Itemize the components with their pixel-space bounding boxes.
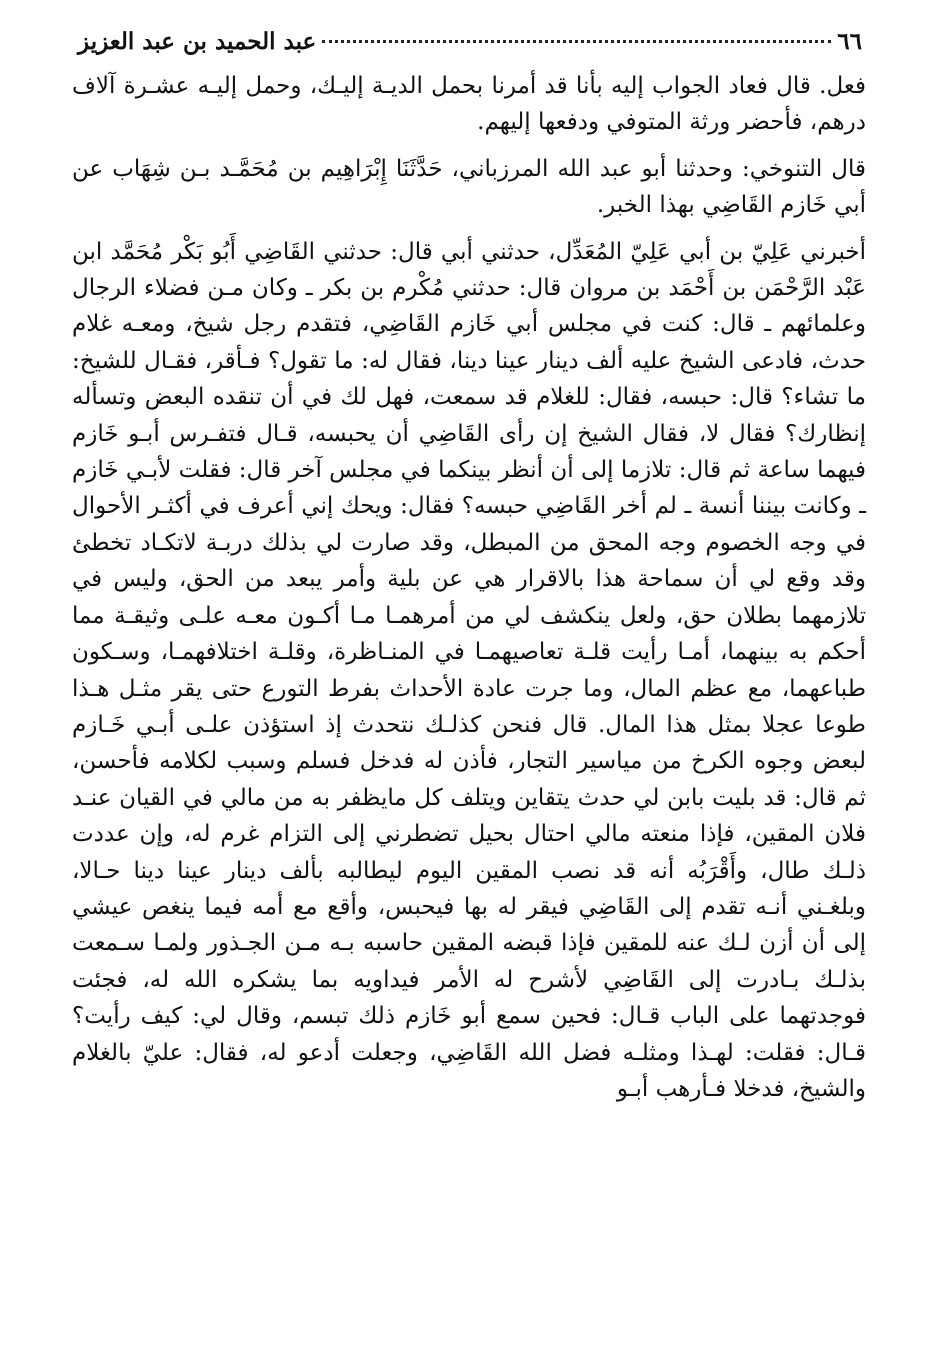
paragraph-1: فعل. قال فعاد الجواب إليه بأنا قد أمرنا بحمل الديـة إليـك، وحمل إليـه عشـرة آلاف درهم، فأحضر ورثة المتوفي ودفعها إليهم. (72, 73, 866, 136)
page-header (78, 28, 862, 60)
paragraph-2: قال التنوخي: وحدثنا أبو عبد الله المرزباني، حَدَّثَنَا إِبْرَاهِيم بن مُحَمَّـد بـن شِهَاب عن أبي خَازم القَاضِي بهذا الخبر. (72, 155, 867, 219)
page-body (72, 68, 866, 1107)
running-title: عبد الحميد بن عبد العزيز (78, 28, 317, 55)
page-number: ٦٦ (837, 28, 862, 55)
paragraph-3: أخبرني عَلِيّ بن أبي عَلِيّ المُعَدِّل، حدثني أبي قال: حدثني القَاضِي أَبُو بَكْر مُحَمَّد ابن عَبْد الرَّحْمَن بن أَحْمَد بن مروان قال: حدثني مُكْرم بن بكر ـ وكان مـن فضلاء الرجال وعلمائهم ـ قال: كنت في مجلس أبي خَازم القَاضِي، فتقدم رجل شيخ، ومعـه غلام حدث، فادعى الشيخ عليه ألف دينار عينا دينا، فقال له: ما تقول؟ فـأقر، فقـال للشيخ: ما تشاء؟ قال: حبسه، فقال: للغلام قد سمعت، فهل لك في أن تنقده البعض وتسأله إنظارك؟ فقال لا، فقال الشيخ إن رأى القَاضِي أن يحبسه، قـال فتفـرس أبـو خَازم فيهما ساعة ثم قال: تلازما إلى أن أنظر بينكما في مجلس آخر قال: فقلت لأبـي خَازم ـ وكانت بيننا أنسة ـ لم أخر القَاضِي حبسه؟ فقال: ويحك إني أعرف في أكثـر الأحوال في وجه الخصوم وجه المحق من المبطل، وقد صارت لي بذلك دربـة لاتكـاد تخطئ وقد وقع لي أن سماحة هذا بالاقرار هي عن بلية وأمر يبعد من الحق، وليس في تلازمهما بطلان حق، ولعل ينكشف لي من أمرهمـا مـا أكـون معـه علـى وثيقـة مما أحكم به بينهما، أمـا رأيت قلـة تعاصيهمـا في المنـاظرة، وقلـة اختلافهمـا، وسـكون طباعهما، مع عظم المال، وما جرت عادة الأحداث بفرط التورع حتى يقر مثـل هـذا طوعا عجلا بمثل هذا المال. قال فنحن كذلـك نتحدث إذ استؤذن علـى أبـي خَـازم لبعض وجوه الكرخ من مياسير التجار، فأذن له فدخل فسلم وسبب لكلامه فأحسن، ثم قال: قد بليت بابن لي حدث يتقاين ويتلف كل مايظفر به من مالي في القيان عنـد فلان المقين، فإذا منعته مالي احتال بحيل تضطرني إلى التزام غرم له، وإن عددت ذلـك طال، وأَقْرَبُه أنه قد نصب المقين اليوم ليطالبه بألف دينار عينا دينا حـالا، وبلغـني أنـه تقدم إلى القَاضِي فيقر له بها فيحبس، وأقع مع أمه فيما ينغص عيشي إلى أن أزن لـك عنه للمقين فإذا قبضه المقين حاسبه بـه مـن الجـذور ولمـا سـمعت بذلـك بـادرت إلى القَاضِي لأشرح له الأمر فيداويه بما يشكره الله له، فجئت فوجدتهما على الباب قـال: فحين سمع أبو خَازم ذلك تبسم، وقال لي: كيف رأيت؟ قـال: فقلت: لهـذا ومثلـه فضل الله القَاضِي، وجعلت أدعو له، فقال: عليّ بالغلام والشيخ، فدخلا فـأرهب أبـو (72, 238, 866, 1102)
header-dotted-leader (322, 40, 831, 43)
